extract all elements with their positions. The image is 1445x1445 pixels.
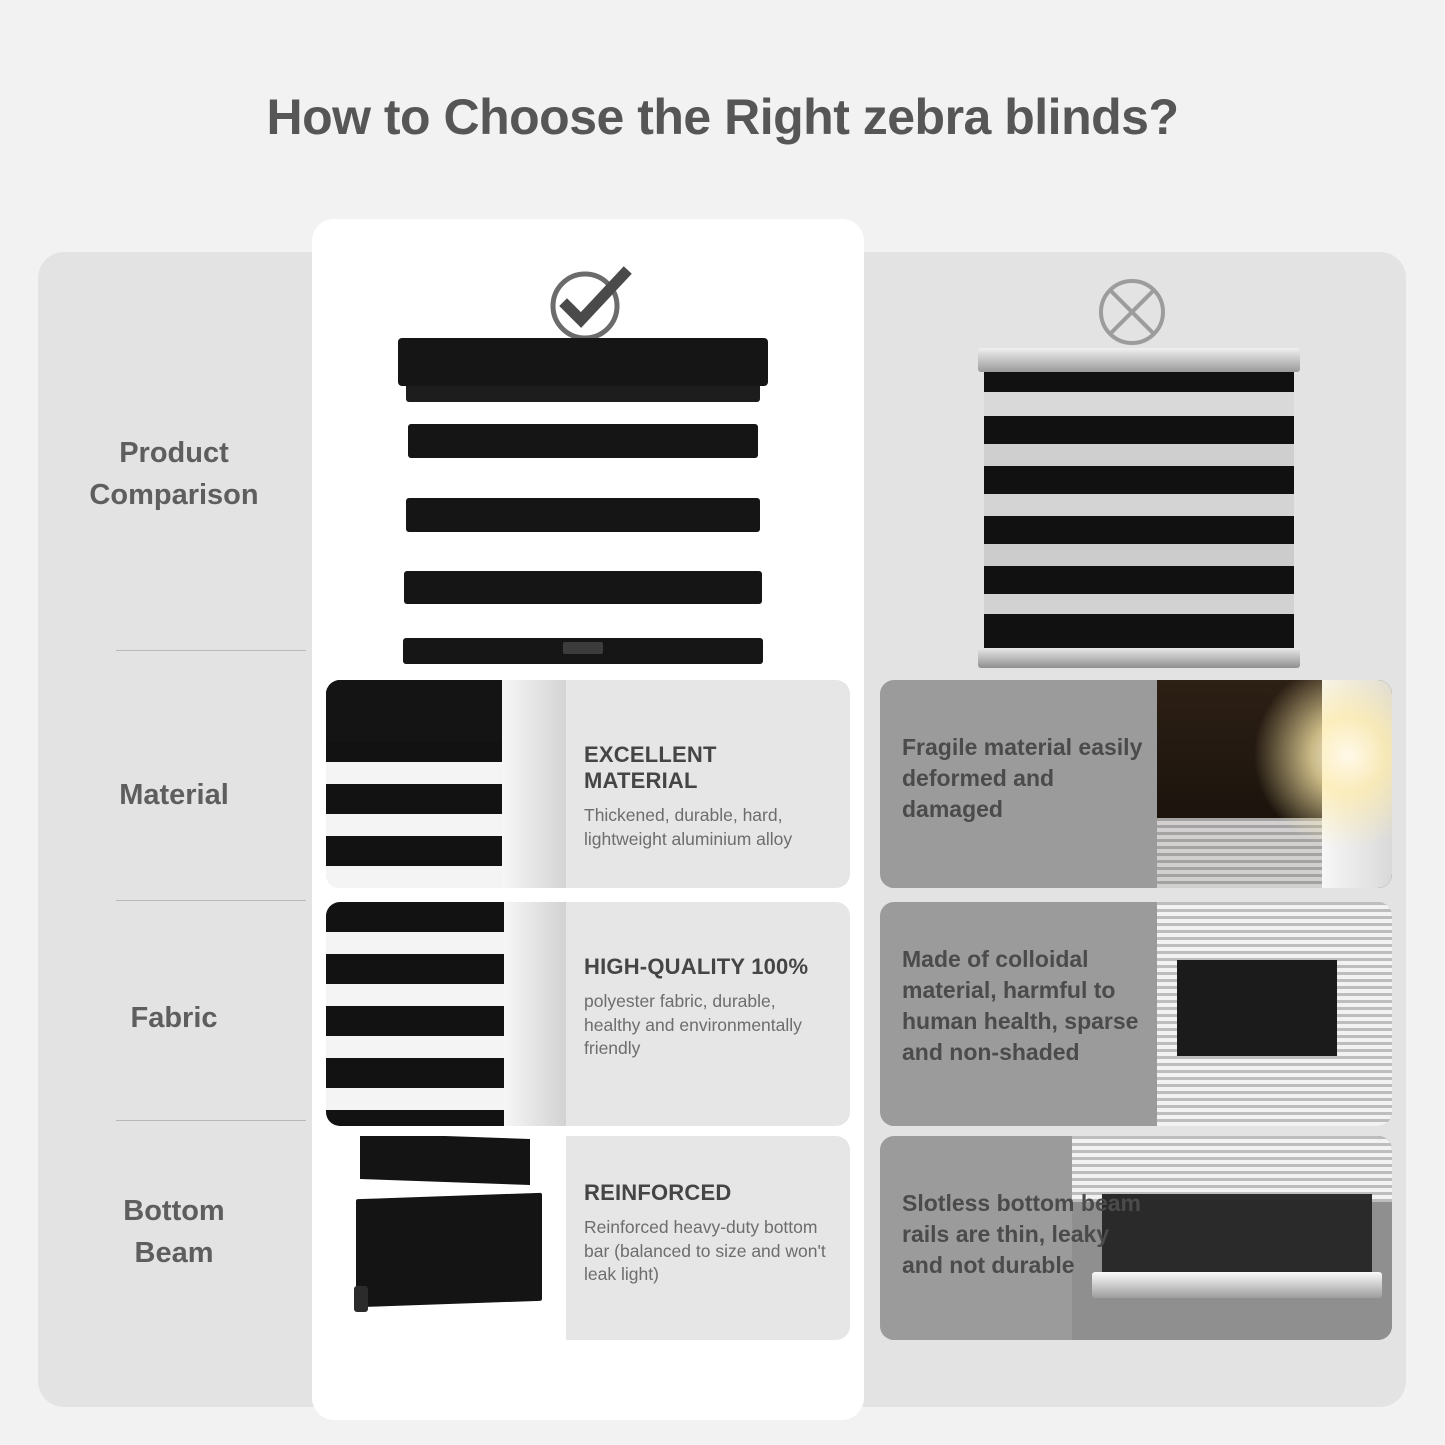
feature-card-fabric-good	[326, 902, 850, 1126]
fabric-good-photo	[326, 902, 566, 1126]
row-divider-3	[116, 1120, 306, 1121]
page-title: How to Choose the Right zebra blinds?	[266, 89, 1179, 145]
feature-card-bottombeam-good	[326, 1136, 850, 1340]
fabric-good-text	[566, 902, 850, 1126]
blind-slat	[404, 571, 762, 604]
material-bad-text	[880, 680, 1160, 888]
row-label-line2: Beam	[134, 1237, 214, 1270]
row-label-line1: Product	[119, 437, 229, 469]
row-divider-2	[116, 900, 306, 901]
row-label-fabric: Fabric	[130, 1002, 218, 1034]
fabric-bad-text	[880, 902, 1160, 1126]
bottom-bar	[403, 638, 763, 664]
headrail	[978, 348, 1300, 372]
cross-circle-icon	[1092, 272, 1172, 357]
row-label-line2: Comparison	[89, 479, 259, 512]
headrail	[398, 338, 768, 386]
bottombeam-good-photo	[326, 1136, 566, 1340]
feature-title: EXCELLENT MATERIAL	[584, 742, 717, 793]
material-bad-photo	[1157, 680, 1392, 888]
blind-slat	[408, 424, 758, 458]
fabric-bad-photo	[1157, 902, 1392, 1126]
feature-body: Reinforced heavy-duty bottom bar (balanced to size and won't leak light)	[584, 1217, 826, 1285]
feature-text: Fragile material easily deformed and damaged	[902, 734, 1143, 823]
feature-card-material-good	[326, 680, 850, 888]
feature-body: polyester fabric, durable, healthy and environmentally friendly	[584, 991, 802, 1059]
bottombeam-good-text	[566, 1136, 850, 1340]
bottombeam-bad-text	[880, 1136, 1160, 1340]
row-label-product-comparison	[38, 432, 310, 516]
feature-title: HIGH-QUALITY 100%	[584, 954, 809, 979]
bottom-rail	[978, 648, 1300, 668]
row-label-bottom-beam	[38, 1190, 310, 1274]
feature-text: Made of colloidal material, harmful to human health, sparse and non-shaded	[902, 946, 1139, 1066]
row-divider-1	[116, 650, 306, 651]
blind-slat	[406, 498, 760, 532]
feature-card-material-bad	[880, 680, 1392, 888]
feature-title: REINFORCED	[584, 1180, 732, 1205]
material-good-photo	[326, 680, 566, 888]
row-label-material: Material	[119, 779, 229, 811]
row-label-line1: Bottom	[123, 1195, 225, 1227]
material-good-text	[566, 680, 850, 888]
hero-image-inferior-blind	[984, 370, 1294, 650]
feature-text: Slotless bottom beam rails are thin, leaky and not durable	[902, 1190, 1141, 1279]
hero-image-recommended-blind	[398, 338, 768, 668]
feature-card-fabric-bad	[880, 902, 1392, 1126]
row-label-column	[38, 252, 310, 1407]
feature-card-bottombeam-bad	[880, 1136, 1392, 1340]
feature-body: Thickened, durable, hard, lightweight aluminium alloy	[584, 805, 793, 849]
